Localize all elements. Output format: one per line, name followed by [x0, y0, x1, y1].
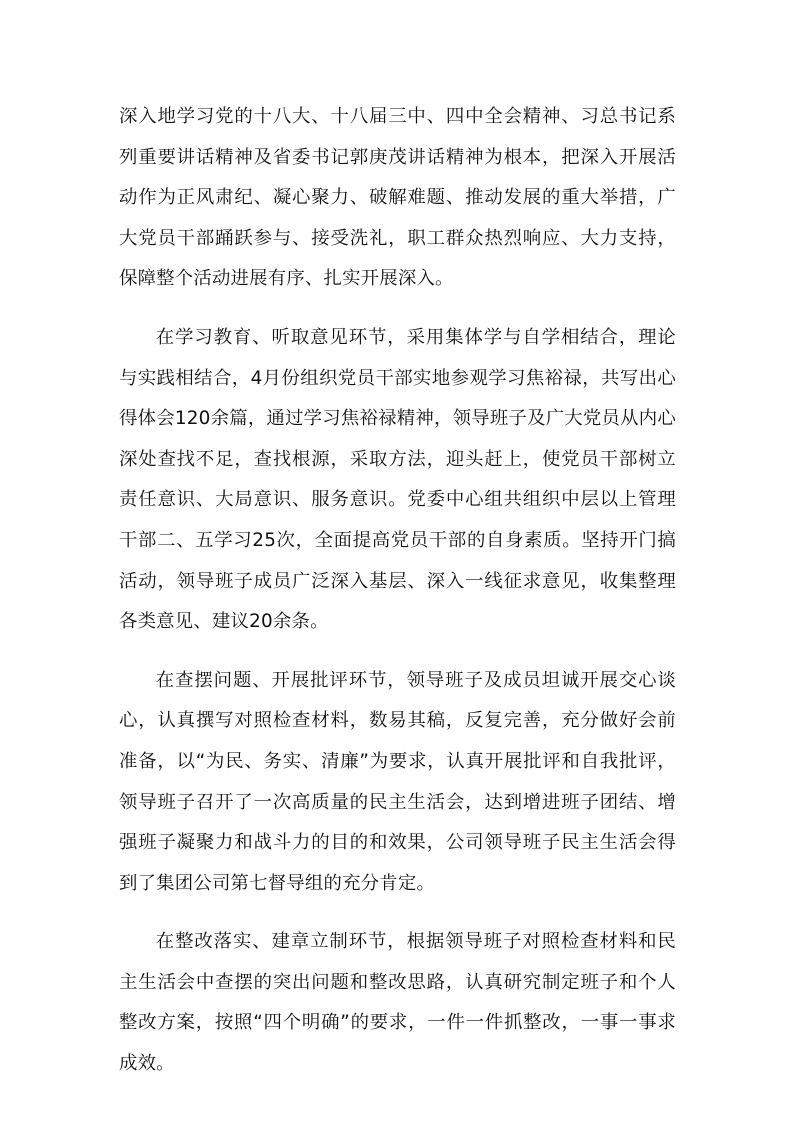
- document-page: [119, 97, 676, 1085]
- body-paragraph: 在查摆问题、开展批评环节，领导班子及成员坦诚开展交心谈心，认真撰写对照检查材料，数易其稿，反复完善，充分做好会前准备，以“为民、务实、清廉”为要求，认真开展批评和自我批评，领导班子召开了一次高质量的民主生活会，达到增进班子团结、增强班子凝聚力和战斗力的目的和效果，公司领导班子民主生活会得到了集团公司第七督导组的充分肯定。: [119, 669, 676, 894]
- body-paragraph: 在学习教育、听取意见环节，采用集体学与自学相结合，理论与实践相结合，4月份组织党员干部实地参观学习焦裕禄，共写出心得体会120余篇，通过学习焦裕禄精神，领导班子及广大党员从内心深处查找不足，查找根源，采取方法，迎头赶上，使党员干部树立责任意识、大局意识、服务意识。党委中心组共组织中层以上管理干部二、五学习25次，全面提高党员干部的自身素质。坚持开门搞活动，领导班子成员广泛深入基层、深入一线征求意见，收集整理各类意见、建议20余条。: [119, 326, 676, 633]
- body-paragraph: 深入地学习党的十八大、十八届三中、四中全会精神、习总书记系列重要讲话精神及省委书记郭庚茂讲话精神为根本，把深入开展活动作为正风肃纪、凝心聚力、破解难题、推动发展的重大举措，广大党员干部踊跃参与、接受洗礼，职工群众热烈响应、大力支持，保障整个活动进展有序、扎实开展深入。: [119, 106, 676, 290]
- body-paragraph: 在整改落实、建章立制环节，根据领导班子对照检查材料和民主生活会中查摆的突出问题和整改思路，认真研究制定班子和个人整改方案，按照“四个明确”的要求，一件一件抓整改，一事一事求成效。: [119, 931, 676, 1075]
